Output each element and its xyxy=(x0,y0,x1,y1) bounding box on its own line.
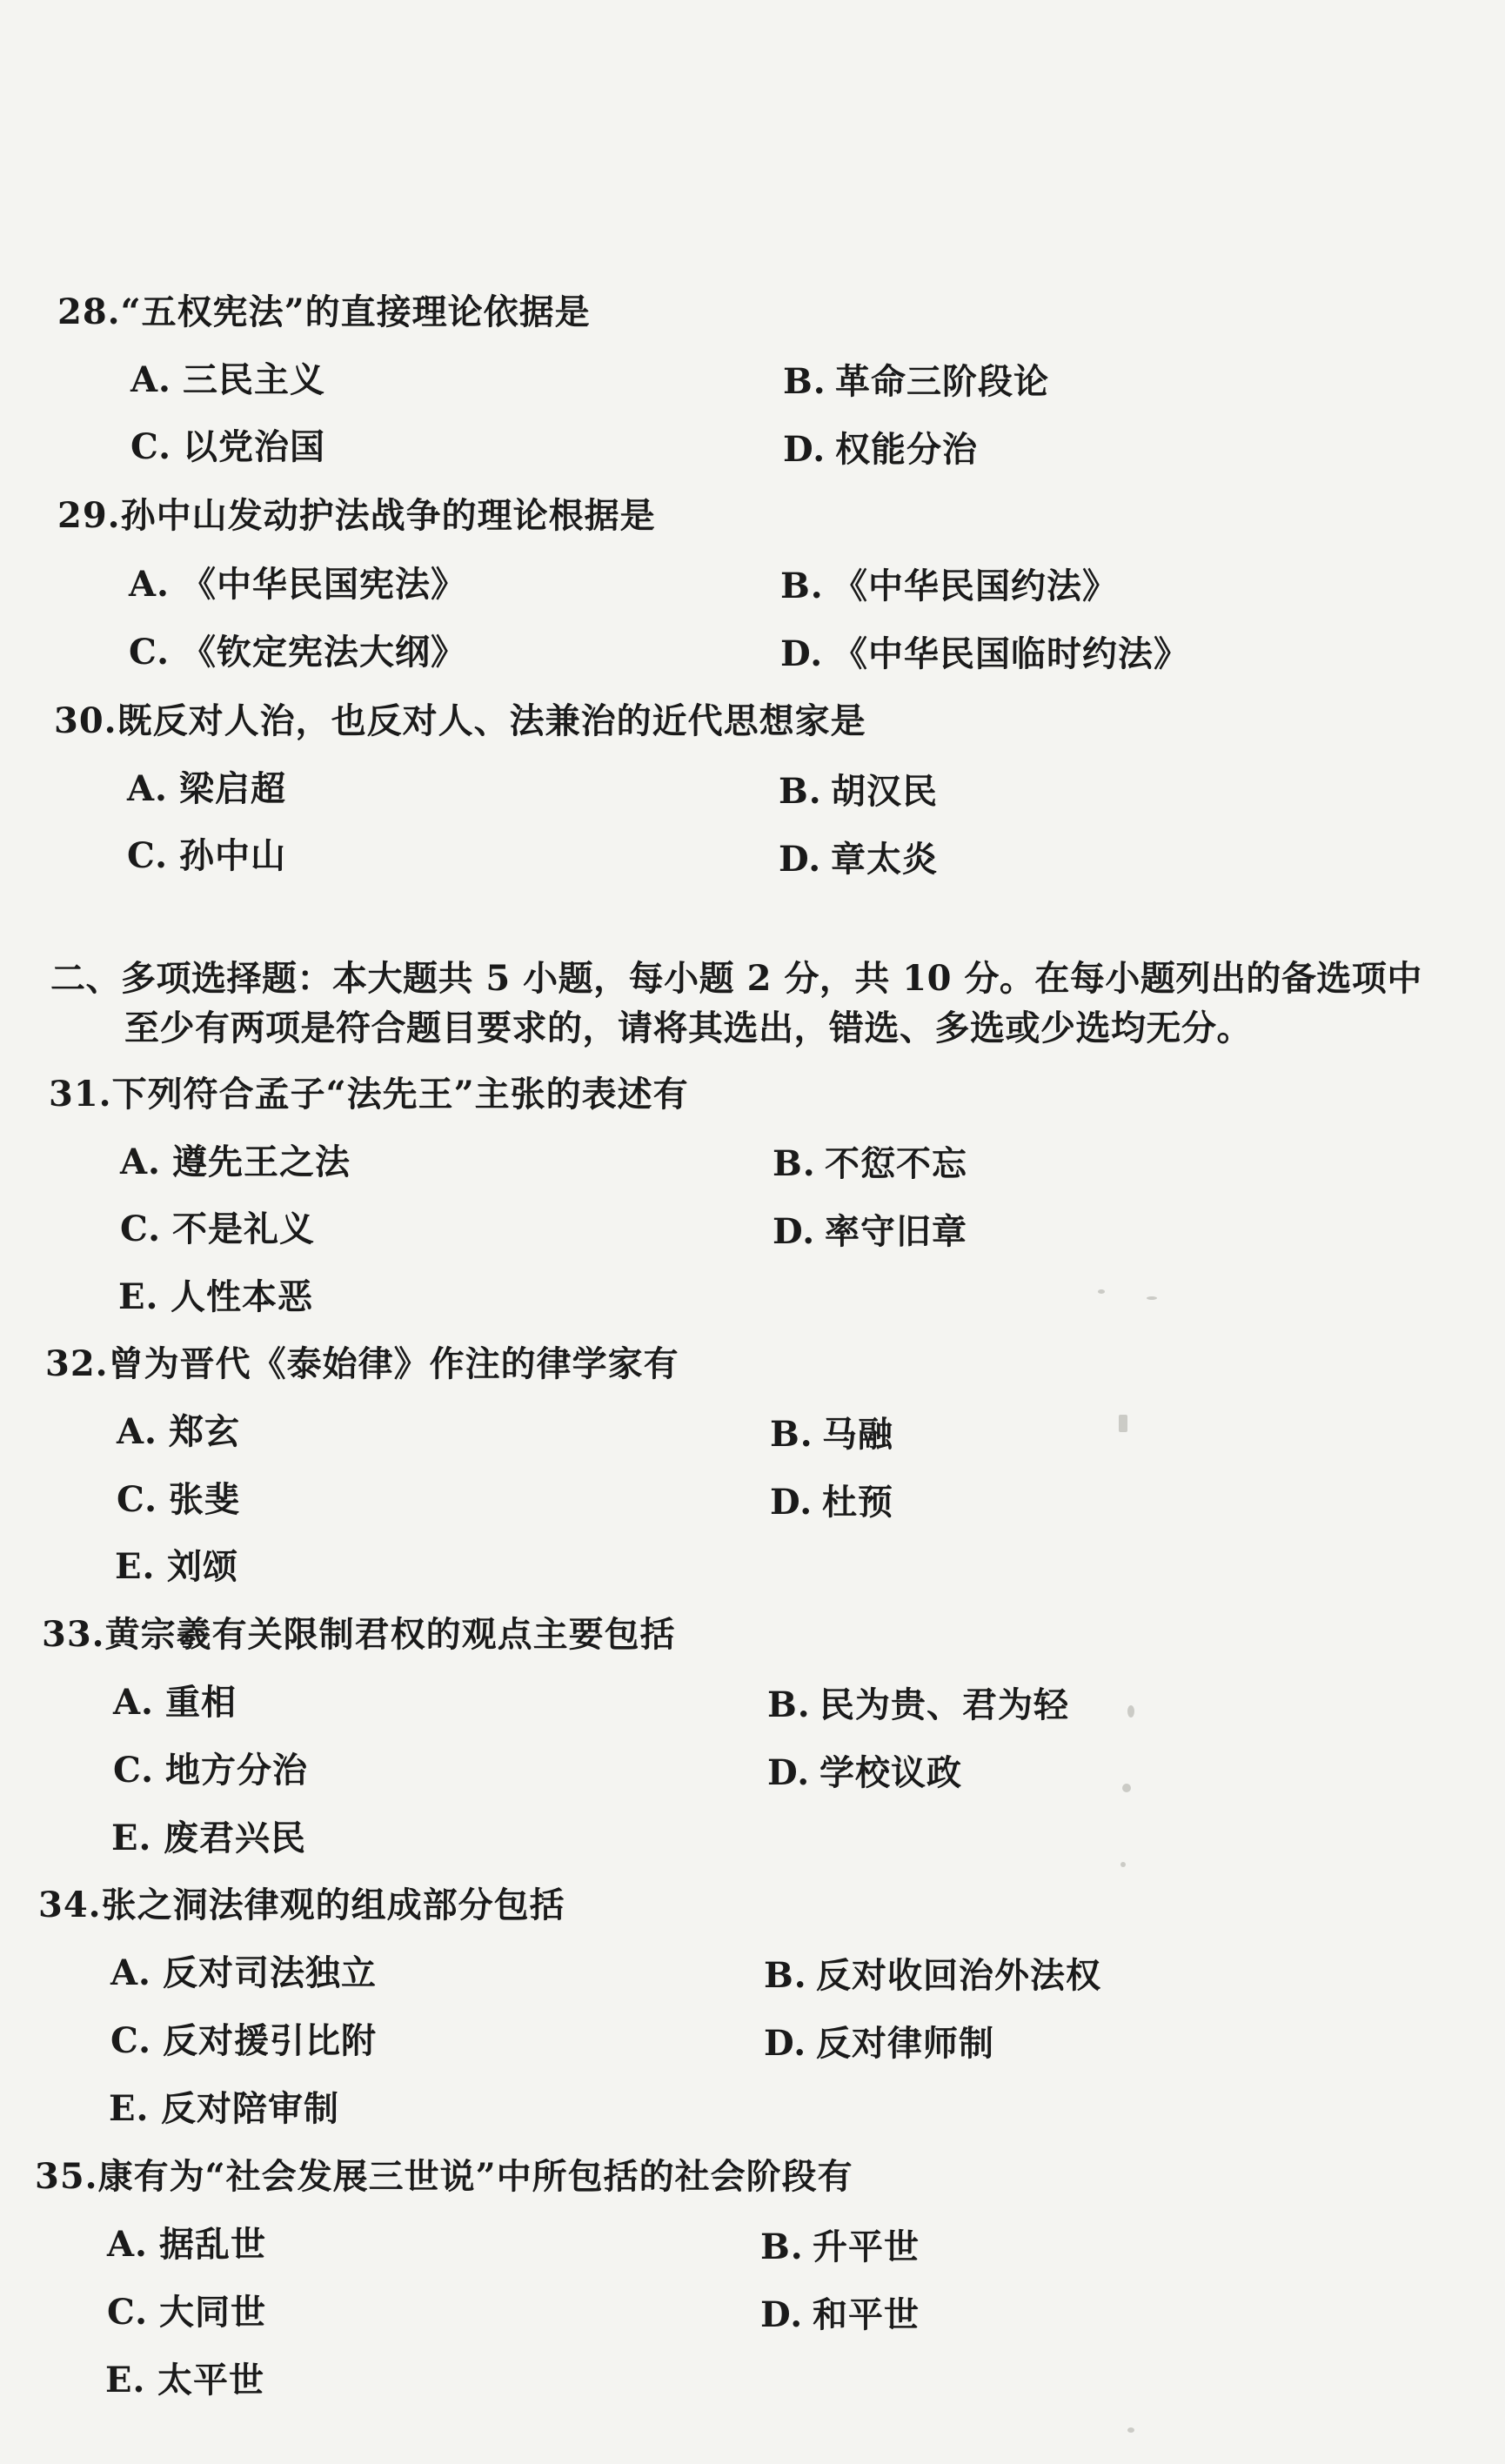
option-letter: A. xyxy=(113,1682,154,1723)
section-instructions: 至少有两项是符合题目要求的，请将其选出，错选、多选或少选均无分。 xyxy=(124,1008,1252,1048)
option-letter: C. xyxy=(129,632,171,673)
question-number: 28. xyxy=(57,291,121,332)
option xyxy=(118,1269,313,1319)
option-text: 反对司法独立 xyxy=(163,1952,377,1993)
option-text: 升平世 xyxy=(813,2226,920,2267)
option-text: 章太炎 xyxy=(831,839,938,880)
option-text: 刘颂 xyxy=(167,1546,238,1587)
scan-speck xyxy=(1098,1289,1105,1294)
option-letter: E. xyxy=(109,2088,150,2129)
option xyxy=(127,828,286,878)
option-letter: B. xyxy=(767,1684,811,1725)
option-text: 孙中山 xyxy=(179,835,286,876)
option-text: 民为贵、君为轻 xyxy=(819,1684,1069,1725)
question-stem xyxy=(49,1067,689,1116)
option-text: 《钦定宪法大纲》 xyxy=(181,632,466,673)
option xyxy=(767,1677,1069,1727)
option-text: 太平世 xyxy=(157,2360,264,2400)
option-letter: E. xyxy=(118,1276,159,1317)
option-letter: A. xyxy=(110,1952,151,1993)
option-letter: C. xyxy=(107,2292,149,2333)
scan-speck xyxy=(1147,1296,1157,1300)
option-letter: C. xyxy=(120,1209,162,1249)
scan-speck xyxy=(1122,1784,1131,1792)
option-text: 不愆不忘 xyxy=(825,1143,967,1184)
option-letter: D. xyxy=(767,1752,811,1793)
option-letter: D. xyxy=(779,839,822,880)
question-stem xyxy=(35,2149,853,2199)
option-letter: B. xyxy=(773,1143,816,1184)
option xyxy=(113,1675,237,1724)
option-text: 反对律师制 xyxy=(816,2023,994,2064)
question-number: 32. xyxy=(45,1343,109,1384)
option-letter: D. xyxy=(760,2294,804,2335)
option xyxy=(130,352,325,402)
question-number: 33. xyxy=(42,1614,105,1655)
question-text: 曾为晋代《泰始律》作注的律学家有 xyxy=(108,1343,679,1384)
option-text: 张斐 xyxy=(169,1479,240,1520)
option-text: 学校议政 xyxy=(819,1752,962,1793)
option-letter: A. xyxy=(130,359,171,400)
option-text: 反对陪审制 xyxy=(161,2088,339,2129)
option-text: 权能分治 xyxy=(835,429,978,470)
option-text: 反对收回治外法权 xyxy=(816,1955,1101,1996)
option-letter: D. xyxy=(780,633,824,674)
option-letter: D. xyxy=(783,429,826,470)
option-letter: C. xyxy=(117,1479,158,1520)
option-text: 《中华民国约法》 xyxy=(833,566,1118,606)
option-text: 反对援引比附 xyxy=(163,2020,377,2061)
option-letter: A. xyxy=(129,564,170,605)
question-text: 黄宗羲有关限制君权的观点主要包括 xyxy=(104,1614,676,1655)
option xyxy=(780,626,1189,676)
option-letter: B. xyxy=(770,1414,813,1455)
question-stem xyxy=(57,488,656,538)
option-letter: C. xyxy=(130,426,172,467)
option xyxy=(783,422,978,472)
option-text: 郑玄 xyxy=(169,1411,240,1452)
scan-speck xyxy=(1127,2427,1134,2433)
section-heading: 二、多项选择题：本大题共 5 小题，每小题 2 分，共 10 分。在每小题列出的备选项中 xyxy=(50,958,1422,999)
scan-speck xyxy=(1127,1705,1134,1717)
option-letter: C. xyxy=(127,835,169,876)
option-letter: E. xyxy=(115,1546,156,1587)
option xyxy=(760,2287,920,2337)
option xyxy=(113,1743,308,1792)
option xyxy=(120,1202,315,1251)
option xyxy=(773,1204,967,1254)
option-text: 大同世 xyxy=(159,2292,266,2333)
question-number: 30. xyxy=(54,700,117,741)
option-letter: D. xyxy=(764,2023,807,2064)
option xyxy=(111,1811,306,1860)
scan-speck xyxy=(1119,1415,1127,1432)
question-text: 孙中山发动护法战争的理论根据是 xyxy=(120,495,656,536)
option-text: 不是礼义 xyxy=(172,1209,315,1249)
option-letter: B. xyxy=(783,361,826,402)
question-stem xyxy=(42,1607,676,1657)
option xyxy=(110,1945,377,1995)
option xyxy=(127,761,286,811)
option xyxy=(767,1745,962,1795)
option xyxy=(770,1475,893,1524)
option-letter: A. xyxy=(127,768,168,809)
scan-speck xyxy=(1120,1862,1126,1867)
option-text: 胡汉民 xyxy=(831,771,938,812)
option xyxy=(107,2285,266,2334)
option-letter: C. xyxy=(113,1750,155,1791)
option xyxy=(117,1404,240,1454)
option-letter: B. xyxy=(764,1955,807,1996)
option-letter: A. xyxy=(120,1142,161,1182)
option xyxy=(130,419,325,469)
option-letter: E. xyxy=(111,1818,152,1858)
option xyxy=(129,557,466,606)
option-text: 马融 xyxy=(822,1414,893,1455)
option xyxy=(129,625,466,674)
option xyxy=(120,1135,351,1184)
option xyxy=(760,2220,920,2269)
option xyxy=(105,2353,264,2402)
option-text: 废君兴民 xyxy=(164,1818,306,1858)
question-text: 既反对人治，也反对人、法兼治的近代思想家是 xyxy=(117,700,866,741)
question-number: 34. xyxy=(38,1885,102,1925)
option xyxy=(783,354,1049,404)
option xyxy=(115,1539,238,1589)
option-text: 率守旧章 xyxy=(825,1211,967,1252)
option xyxy=(109,2081,339,2131)
option-letter: D. xyxy=(770,1482,813,1523)
option xyxy=(780,559,1118,608)
option-text: 重相 xyxy=(165,1682,237,1723)
option-text: 据乱世 xyxy=(159,2224,266,2265)
option-text: 革命三阶段论 xyxy=(835,361,1049,402)
question-stem xyxy=(57,285,591,334)
option-letter: A. xyxy=(107,2224,148,2265)
option-text: 《中华民国临时约法》 xyxy=(833,633,1189,674)
option-letter: B. xyxy=(779,771,822,812)
question-stem xyxy=(45,1336,679,1386)
option-text: 三民主义 xyxy=(183,359,325,400)
option-letter: B. xyxy=(760,2226,804,2267)
option-text: 梁启超 xyxy=(179,768,286,809)
question-text: “五权宪法”的直接理论依据是 xyxy=(120,291,591,332)
option-letter: B. xyxy=(780,566,824,606)
option xyxy=(770,1407,893,1456)
option xyxy=(779,832,938,881)
option xyxy=(764,2016,994,2066)
option xyxy=(110,2013,377,2063)
question-stem xyxy=(54,693,866,743)
option-letter: A. xyxy=(117,1411,157,1452)
option-text: 地方分治 xyxy=(165,1750,308,1791)
option-text: 人性本恶 xyxy=(171,1276,313,1317)
question-text: 张之洞法律观的组成部分包括 xyxy=(101,1885,565,1925)
question-text: 下列符合孟子“法先王”主张的表述有 xyxy=(111,1074,689,1115)
option xyxy=(773,1136,967,1186)
option-text: 杜预 xyxy=(822,1482,893,1523)
option-text: 以党治国 xyxy=(183,426,325,467)
option-text: 和平世 xyxy=(813,2294,920,2335)
question-number: 29. xyxy=(57,495,121,536)
option xyxy=(117,1472,240,1522)
question-number: 35. xyxy=(35,2156,98,2197)
question-stem xyxy=(38,1878,565,1927)
option xyxy=(107,2217,266,2266)
option-letter: D. xyxy=(773,1211,816,1252)
option-letter: E. xyxy=(105,2360,146,2400)
option-letter: C. xyxy=(110,2020,152,2061)
option xyxy=(779,764,938,814)
option-text: 《中华民国宪法》 xyxy=(181,564,466,605)
option-text: 遵先王之法 xyxy=(172,1142,351,1182)
question-number: 31. xyxy=(49,1074,112,1115)
option xyxy=(764,1948,1101,1998)
question-text: 康有为“社会发展三世说”中所包括的社会阶段有 xyxy=(97,2156,853,2197)
